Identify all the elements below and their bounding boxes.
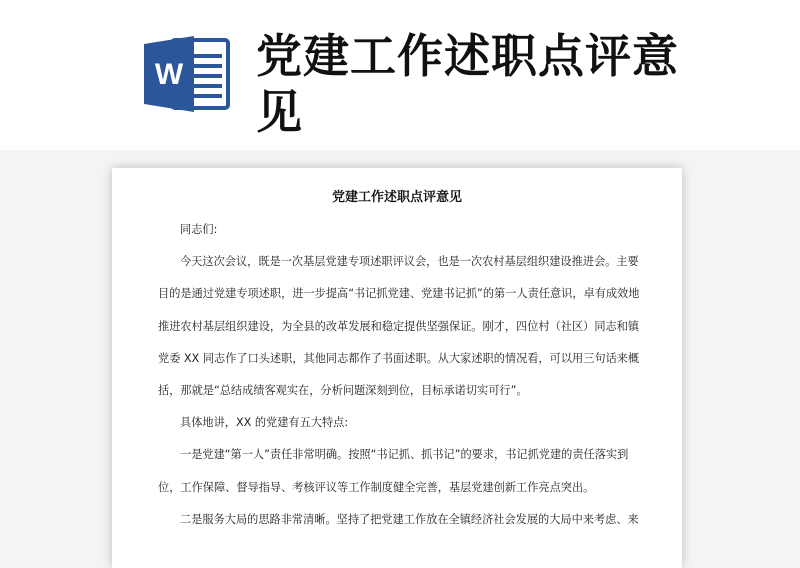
- word-icon: [142, 34, 234, 114]
- greeting: 同志们:: [180, 223, 218, 236]
- paragraph: 一是党建“第一人”责任非常明确。按照“书记抓、抓书记”的要求，书记抓党建的责任落实到位，工作保障、督导指导、考核评议等工作制度健全完善，基层党建创新工作亮点突出。: [158, 448, 629, 494]
- document-title: 党建工作述职点评意见: [331, 190, 462, 205]
- document-page: [112, 168, 682, 568]
- word-icon-letter: W: [154, 58, 184, 91]
- paragraph: 具体地讲，XX 的党建有五大特点:: [180, 416, 349, 430]
- document-body: [158, 214, 642, 536]
- paragraph: 二是服务大局的思路非常清晰。坚持了把党建工作放在全镇经济社会发展的大局中来考虑、来: [180, 512, 639, 526]
- banner: [0, 0, 800, 150]
- paragraph: 今天这次会议，既是一次基层党建专项述职评议会，也是一次农村基层组织建设推进会。主要目的是通过党建专项述职，进一步提高“书记抓党建、党建书记抓”的第一人责任意识，卓有成效地推进农村基层组织建设，为全县的改革发展和稳定提供坚强保证。刚才，四位村（社区）同志和镇党委 XX 同志作了口头述职，其他同志都作了书面述职。从大家述职的情况看，可以用三句话来概括，那就是“总结成绩客观实在，分析问题深刻到位，目标承诺切实可行”。: [158, 255, 640, 398]
- page-title: 党建工作述职点评意见: [256, 29, 679, 139]
